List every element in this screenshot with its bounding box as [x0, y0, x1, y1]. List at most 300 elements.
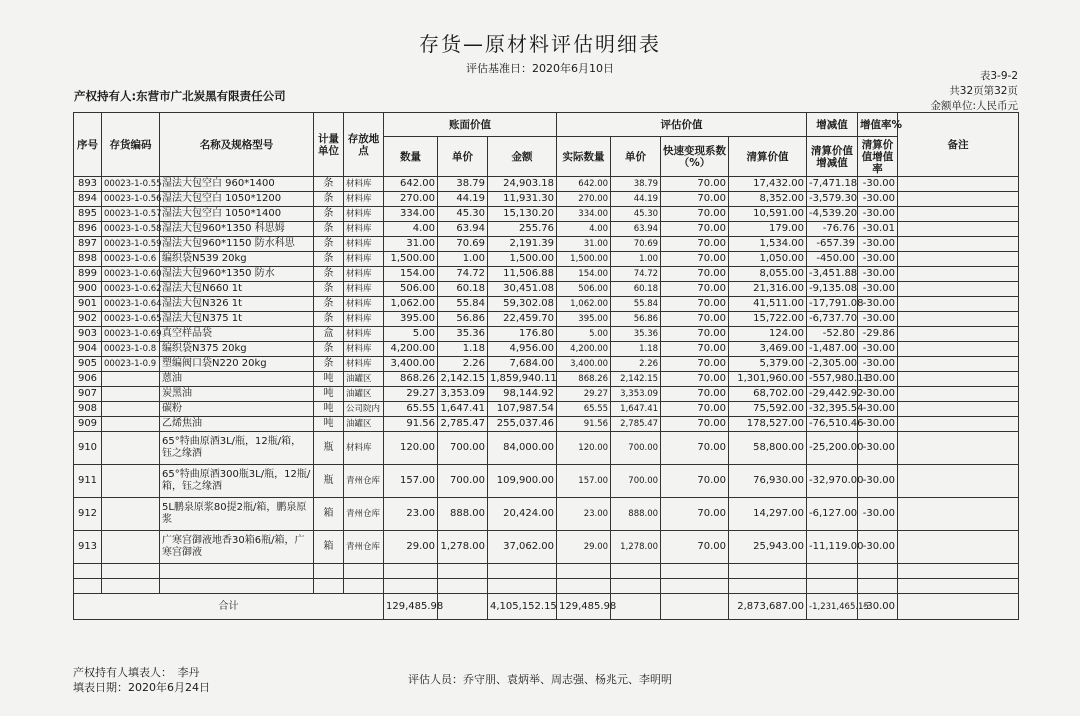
cell-code: 00023-1-0.59 [102, 237, 160, 252]
cell-eval-qty: 65.55 [557, 402, 611, 417]
total-row [74, 594, 1019, 620]
cell-increase-rate: -30.00 [858, 465, 898, 498]
cell-remark [898, 387, 1019, 402]
cell-book-price: 1.18 [438, 342, 488, 357]
blank-cell [807, 579, 858, 594]
cell-unit: 条 [314, 312, 344, 327]
cell-seq: 904 [74, 342, 102, 357]
cell-eval-qty: 5.00 [557, 327, 611, 342]
cell-book-qty: 29.27 [384, 387, 438, 402]
cell-code [102, 417, 160, 432]
blank-cell [488, 564, 557, 579]
blank-cell [488, 579, 557, 594]
cell-name: 湿法大包960*1350 防水 [160, 267, 314, 282]
cell-seq: 913 [74, 531, 102, 564]
table-row [74, 327, 1019, 342]
table-row [74, 432, 1019, 465]
cell-code: 00023-1-0.58 [102, 222, 160, 237]
cell-eval-qty: 868.26 [557, 372, 611, 387]
cell-name: 湿法大包960*1350 科思姆 [160, 222, 314, 237]
table-number: 表3-9-2 [979, 70, 1018, 82]
cell-book-qty: 157.00 [384, 465, 438, 498]
cell-remark [898, 342, 1019, 357]
cell-eval-price: 3,353.09 [611, 387, 661, 402]
cell-book-amount: 107,987.54 [488, 402, 557, 417]
cell-book-price: 56.86 [438, 312, 488, 327]
cell-book-price: 38.79 [438, 177, 488, 192]
cell-increase-rate: -30.00 [858, 432, 898, 465]
cell-book-qty: 65.55 [384, 402, 438, 417]
cell-book-price: 700.00 [438, 465, 488, 498]
cell-increase: -17,791.08 [807, 297, 858, 312]
total-rate [661, 594, 729, 620]
cell-liq: 14,297.00 [729, 498, 807, 531]
cell-code: 00023-1-0.64 [102, 297, 160, 312]
col-code: 存货编码 [102, 113, 160, 177]
cell-liq: 68,702.00 [729, 387, 807, 402]
cell-eval-price: 888.00 [611, 498, 661, 531]
cell-seq: 910 [74, 432, 102, 465]
cell-increase-rate: -30.00 [858, 207, 898, 222]
cell-code [102, 498, 160, 531]
cell-unit: 箱 [314, 498, 344, 531]
cell-book-price: 55.84 [438, 297, 488, 312]
cell-book-price: 74.72 [438, 267, 488, 282]
cell-eval-qty: 91.56 [557, 417, 611, 432]
cell-code: 00023-1-0.8 [102, 342, 160, 357]
cell-increase: -6,737.70 [807, 312, 858, 327]
property-holder: 产权持有人:东营市广北炭黑有限责任公司 [74, 89, 286, 103]
cell-increase-rate: -30.00 [858, 357, 898, 372]
cell-code: 00023-1-0.56 [102, 192, 160, 207]
cell-rate: 70.00 [661, 237, 729, 252]
cell-increase: -11,119.00 [807, 531, 858, 564]
cell-book-price: 44.19 [438, 192, 488, 207]
cell-seq: 900 [74, 282, 102, 297]
cell-rate: 70.00 [661, 498, 729, 531]
cell-liq: 3,469.00 [729, 342, 807, 357]
table-row [74, 282, 1019, 297]
cell-increase: -7,471.18 [807, 177, 858, 192]
cell-location: 青州仓库 [344, 498, 384, 531]
col-eval-price: 单价 [611, 137, 661, 177]
cell-location: 材料库 [344, 342, 384, 357]
cell-name: 65°特曲原酒3L/瓶，12瓶/箱，钰之缘酒 [160, 432, 314, 465]
cell-book-amount: 4,956.00 [488, 342, 557, 357]
cell-increase-rate: -30.00 [858, 372, 898, 387]
cell-eval-price: 2,785.47 [611, 417, 661, 432]
cell-liq: 15,722.00 [729, 312, 807, 327]
cell-book-amount: 98,144.92 [488, 387, 557, 402]
col-remark: 备注 [898, 113, 1019, 177]
cell-book-amount: 7,684.00 [488, 357, 557, 372]
cell-rate: 70.00 [661, 297, 729, 312]
col-location: 存放地点 [344, 113, 384, 177]
cell-book-price: 3,353.09 [438, 387, 488, 402]
cell-increase-rate: -30.00 [858, 498, 898, 531]
cell-remark [898, 417, 1019, 432]
cell-book-qty: 1,062.00 [384, 297, 438, 312]
table-body [74, 177, 1019, 620]
cell-rate: 70.00 [661, 192, 729, 207]
col-seq: 序号 [74, 113, 102, 177]
cell-unit: 吨 [314, 417, 344, 432]
cell-code [102, 402, 160, 417]
cell-seq: 902 [74, 312, 102, 327]
col-book-qty: 数量 [384, 137, 438, 177]
cell-name: 湿法大包空白 1050*1400 [160, 207, 314, 222]
cell-unit: 条 [314, 192, 344, 207]
cell-remark [898, 252, 1019, 267]
cell-increase: -29,442.92 [807, 387, 858, 402]
cell-name: 5L鹏泉原浆80提2瓶/箱，鹏泉原浆 [160, 498, 314, 531]
cell-remark [898, 177, 1019, 192]
table-row [74, 372, 1019, 387]
cell-seq: 911 [74, 465, 102, 498]
cell-name: 湿法大包N326 1t [160, 297, 314, 312]
cell-unit: 吨 [314, 372, 344, 387]
cell-eval-price: 1.18 [611, 342, 661, 357]
cell-code [102, 372, 160, 387]
cell-book-price: 63.94 [438, 222, 488, 237]
blank-cell [898, 564, 1019, 579]
blank-cell [661, 564, 729, 579]
cell-seq: 894 [74, 192, 102, 207]
cell-remark [898, 357, 1019, 372]
total-eval-qty: 129,485.98 [557, 594, 611, 620]
cell-book-amount: 11,506.88 [488, 267, 557, 282]
cell-location: 青州仓库 [344, 531, 384, 564]
cell-book-amount: 22,459.70 [488, 312, 557, 327]
cell-liq: 179.00 [729, 222, 807, 237]
cell-name: 湿法大包空白 960*1400 [160, 177, 314, 192]
cell-name: 炭黑油 [160, 387, 314, 402]
cell-eval-price: 55.84 [611, 297, 661, 312]
blank-cell [314, 564, 344, 579]
cell-book-qty: 31.00 [384, 237, 438, 252]
cell-remark [898, 465, 1019, 498]
cell-location: 材料库 [344, 222, 384, 237]
cell-book-price: 35.36 [438, 327, 488, 342]
cell-rate: 70.00 [661, 417, 729, 432]
page-title: 存货—原材料评估明细表 [419, 32, 661, 56]
cell-book-qty: 91.56 [384, 417, 438, 432]
blank-cell [102, 579, 160, 594]
cell-book-price: 45.30 [438, 207, 488, 222]
cell-location: 青州仓库 [344, 465, 384, 498]
cell-eval-price: 56.86 [611, 312, 661, 327]
cell-remark [898, 192, 1019, 207]
cell-book-amount: 176.80 [488, 327, 557, 342]
cell-liq: 58,800.00 [729, 432, 807, 465]
cell-increase-rate: -30.00 [858, 387, 898, 402]
cell-rate: 70.00 [661, 342, 729, 357]
cell-book-amount: 84,000.00 [488, 432, 557, 465]
table-row [74, 387, 1019, 402]
blank-row [74, 579, 1019, 594]
cell-name: 编织袋N375 20kg [160, 342, 314, 357]
cell-increase: -32,395.54 [807, 402, 858, 417]
cell-liq: 17,432.00 [729, 177, 807, 192]
col-book-amount: 金额 [488, 137, 557, 177]
cell-book-qty: 120.00 [384, 432, 438, 465]
fill-date: 填表日期：2020年6月24日 [73, 681, 210, 694]
col-rate: 快速变现系数（%） [661, 137, 729, 177]
cell-rate: 70.00 [661, 177, 729, 192]
cell-eval-qty: 334.00 [557, 207, 611, 222]
cell-unit: 条 [314, 357, 344, 372]
cell-remark [898, 312, 1019, 327]
cell-location: 材料库 [344, 177, 384, 192]
cell-increase-rate: -30.00 [858, 402, 898, 417]
cell-code [102, 465, 160, 498]
cell-book-qty: 395.00 [384, 312, 438, 327]
cell-increase-rate: -30.00 [858, 342, 898, 357]
cell-seq: 901 [74, 297, 102, 312]
cell-seq: 907 [74, 387, 102, 402]
cell-book-qty: 1,500.00 [384, 252, 438, 267]
cell-increase: -32,970.00 [807, 465, 858, 498]
cell-name: 湿法大包N375 1t [160, 312, 314, 327]
cell-location: 油罐区 [344, 372, 384, 387]
cell-increase-rate: -30.01 [858, 222, 898, 237]
cell-increase: -9,135.08 [807, 282, 858, 297]
table-row [74, 177, 1019, 192]
cell-location: 材料库 [344, 252, 384, 267]
cell-name: 碳粉 [160, 402, 314, 417]
cell-increase: -3,451.88 [807, 267, 858, 282]
cell-name: 真空样品袋 [160, 327, 314, 342]
valuation-table [73, 112, 1018, 620]
cell-book-amount: 30,451.08 [488, 282, 557, 297]
cell-name: 乙烯焦油 [160, 417, 314, 432]
cell-book-amount: 20,424.00 [488, 498, 557, 531]
cell-book-qty: 506.00 [384, 282, 438, 297]
cell-unit: 条 [314, 207, 344, 222]
cell-liq: 10,591.00 [729, 207, 807, 222]
cell-rate: 70.00 [661, 531, 729, 564]
total-book-price [438, 594, 488, 620]
cell-eval-price: 35.36 [611, 327, 661, 342]
cell-eval-price: 44.19 [611, 192, 661, 207]
cell-liq: 124.00 [729, 327, 807, 342]
cell-book-price: 70.69 [438, 237, 488, 252]
cell-book-qty: 3,400.00 [384, 357, 438, 372]
cell-name: 湿法大包空白 1050*1200 [160, 192, 314, 207]
col-eval-qty: 实际数量 [557, 137, 611, 177]
filler-signature: 产权持有人填表人： 李丹 [73, 666, 200, 679]
blank-cell [807, 564, 858, 579]
cell-remark [898, 237, 1019, 252]
total-label: 合计 [74, 594, 384, 620]
table-row [74, 531, 1019, 564]
blank-cell [384, 564, 438, 579]
blank-cell [102, 564, 160, 579]
cell-book-price: 1.00 [438, 252, 488, 267]
cell-rate: 70.00 [661, 372, 729, 387]
cell-remark [898, 531, 1019, 564]
cell-unit: 条 [314, 237, 344, 252]
cell-seq: 906 [74, 372, 102, 387]
cell-remark [898, 498, 1019, 531]
cell-rate: 70.00 [661, 402, 729, 417]
cell-eval-price: 1,647.41 [611, 402, 661, 417]
cell-increase-rate: -30.00 [858, 282, 898, 297]
cell-increase: -2,305.00 [807, 357, 858, 372]
cell-name: 蒽油 [160, 372, 314, 387]
cell-seq: 903 [74, 327, 102, 342]
cell-book-amount: 255,037.46 [488, 417, 557, 432]
cell-code: 00023-1-0.9 [102, 357, 160, 372]
blank-cell [661, 579, 729, 594]
cell-rate: 70.00 [661, 357, 729, 372]
col-liq: 清算价值 [729, 137, 807, 177]
cell-book-price: 888.00 [438, 498, 488, 531]
table-row [74, 207, 1019, 222]
cell-eval-qty: 31.00 [557, 237, 611, 252]
cell-increase: -450.00 [807, 252, 858, 267]
cell-liq: 178,527.00 [729, 417, 807, 432]
blank-cell [729, 579, 807, 594]
blank-cell [858, 564, 898, 579]
cell-remark [898, 267, 1019, 282]
cell-increase-rate: -30.00 [858, 531, 898, 564]
cell-eval-price: 60.18 [611, 282, 661, 297]
cell-location: 油罐区 [344, 387, 384, 402]
cell-rate: 70.00 [661, 312, 729, 327]
table-row [74, 498, 1019, 531]
cell-book-amount: 11,931.30 [488, 192, 557, 207]
cell-book-qty: 642.00 [384, 177, 438, 192]
cell-liq: 5,379.00 [729, 357, 807, 372]
cell-name: 塑编阀口袋N220 20kg [160, 357, 314, 372]
cell-book-price: 2.26 [438, 357, 488, 372]
col-inc-sub: 清算价值增减值 [807, 137, 858, 177]
cell-code [102, 387, 160, 402]
cell-seq: 912 [74, 498, 102, 531]
cell-unit: 瓶 [314, 432, 344, 465]
cell-eval-qty: 1,062.00 [557, 297, 611, 312]
cell-remark [898, 207, 1019, 222]
cell-increase-rate: -30.00 [858, 237, 898, 252]
cell-unit: 条 [314, 177, 344, 192]
blank-cell [384, 579, 438, 594]
cell-liq: 75,592.00 [729, 402, 807, 417]
cell-unit: 条 [314, 252, 344, 267]
cell-eval-price: 1,278.00 [611, 531, 661, 564]
cell-eval-qty: 23.00 [557, 498, 611, 531]
total-remark [898, 594, 1019, 620]
cell-increase-rate: -30.00 [858, 267, 898, 282]
cell-code [102, 432, 160, 465]
cell-seq: 908 [74, 402, 102, 417]
col-book-price: 单价 [438, 137, 488, 177]
blank-cell [438, 579, 488, 594]
cell-increase: -3,579.30 [807, 192, 858, 207]
cell-unit: 箱 [314, 531, 344, 564]
cell-eval-qty: 270.00 [557, 192, 611, 207]
blank-cell [160, 579, 314, 594]
cell-eval-price: 2.26 [611, 357, 661, 372]
cell-book-price: 60.18 [438, 282, 488, 297]
col-book-value: 账面价值 [384, 113, 557, 137]
cell-increase: -657.39 [807, 237, 858, 252]
cell-eval-price: 63.94 [611, 222, 661, 237]
cell-code: 00023-1-0.55 [102, 177, 160, 192]
table-row [74, 297, 1019, 312]
blank-cell [557, 564, 611, 579]
cell-book-amount: 59,302.08 [488, 297, 557, 312]
cell-code: 00023-1-0.6 [102, 252, 160, 267]
cell-code: 00023-1-0.65 [102, 312, 160, 327]
col-increase: 增减值 [807, 113, 858, 137]
cell-unit: 吨 [314, 402, 344, 417]
cell-location: 公司院内 [344, 402, 384, 417]
cell-location: 材料库 [344, 192, 384, 207]
cell-remark [898, 282, 1019, 297]
cell-eval-qty: 120.00 [557, 432, 611, 465]
cell-rate: 70.00 [661, 207, 729, 222]
cell-location: 材料库 [344, 312, 384, 327]
cell-rate: 70.00 [661, 267, 729, 282]
cell-unit: 条 [314, 222, 344, 237]
blank-cell [557, 579, 611, 594]
cell-book-qty: 4.00 [384, 222, 438, 237]
cell-eval-qty: 4.00 [557, 222, 611, 237]
cell-eval-price: 1.00 [611, 252, 661, 267]
blank-cell [438, 564, 488, 579]
cell-increase: -1,487.00 [807, 342, 858, 357]
base-date: 评估基准日：2020年6月10日 [466, 62, 614, 75]
cell-increase: -76,510.46 [807, 417, 858, 432]
cell-name: 编织袋N539 20kg [160, 252, 314, 267]
table-row [74, 417, 1019, 432]
col-name: 名称及规格型号 [160, 113, 314, 177]
blank-cell [344, 579, 384, 594]
col-inc-rate-sub: 清算价值增值率 [858, 137, 898, 177]
cell-liq: 25,943.00 [729, 531, 807, 564]
cell-unit: 瓶 [314, 465, 344, 498]
cell-book-qty: 154.00 [384, 267, 438, 282]
blank-cell [611, 579, 661, 594]
blank-cell [344, 564, 384, 579]
cell-eval-qty: 395.00 [557, 312, 611, 327]
cell-location: 材料库 [344, 237, 384, 252]
cell-book-qty: 23.00 [384, 498, 438, 531]
cell-rate: 70.00 [661, 222, 729, 237]
cell-liq: 1,301,960.00 [729, 372, 807, 387]
cell-unit: 吨 [314, 387, 344, 402]
cell-seq: 893 [74, 177, 102, 192]
cell-code: 00023-1-0.69 [102, 327, 160, 342]
cell-rate: 70.00 [661, 387, 729, 402]
cell-book-price: 2,785.47 [438, 417, 488, 432]
cell-remark [898, 297, 1019, 312]
cell-location: 材料库 [344, 207, 384, 222]
table-row [74, 237, 1019, 252]
table-row [74, 465, 1019, 498]
cell-increase-rate: -30.00 [858, 192, 898, 207]
cell-remark [898, 372, 1019, 387]
total-book-amount: 4,105,152.15 [488, 594, 557, 620]
cell-seq: 897 [74, 237, 102, 252]
table-row [74, 192, 1019, 207]
blank-cell [858, 579, 898, 594]
cell-increase: -76.76 [807, 222, 858, 237]
cell-book-amount: 1,859,940.11 [488, 372, 557, 387]
cell-increase: -4,539.20 [807, 207, 858, 222]
col-eval-value: 评估价值 [557, 113, 807, 137]
